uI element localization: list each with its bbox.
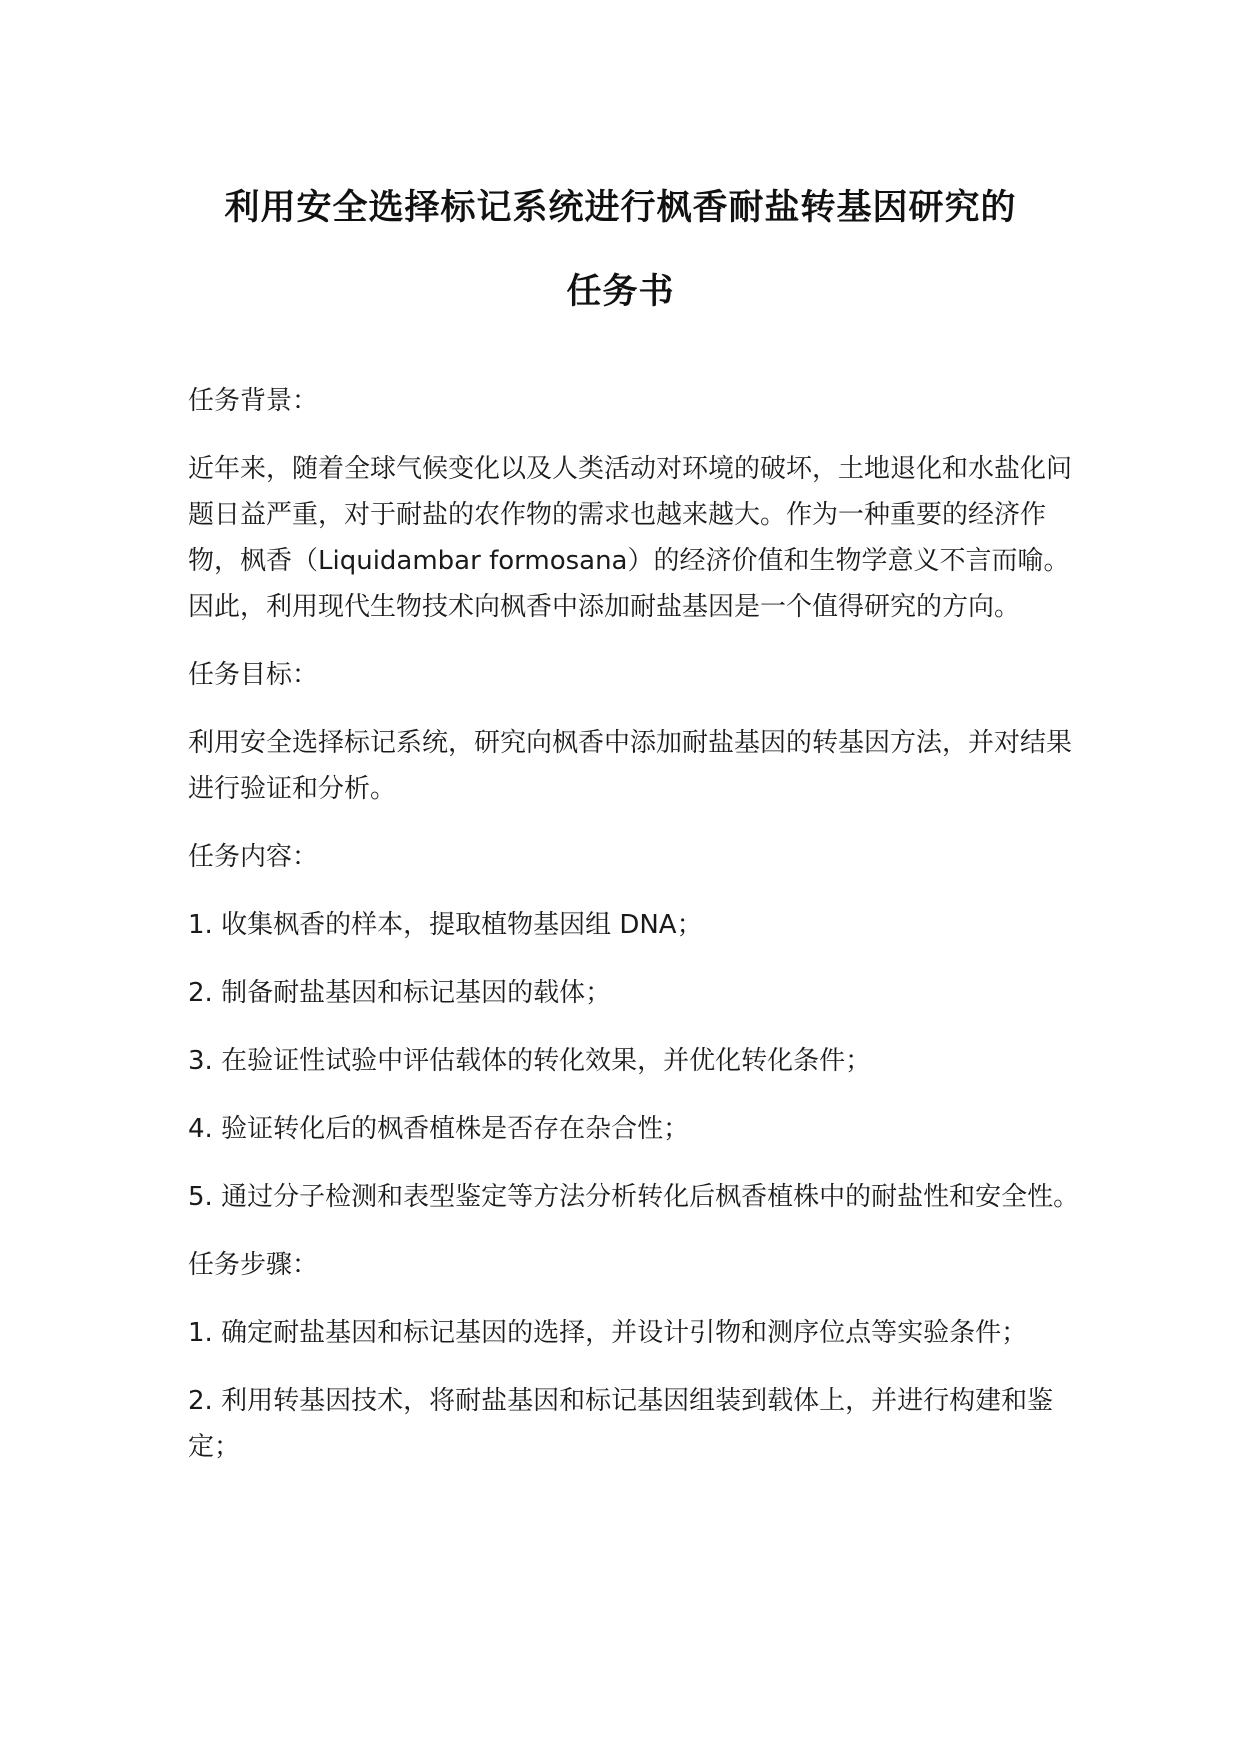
goal-paragraph: 利用安全选择标记系统，研究向枫香中添加耐盐基因的转基因方法，并对结果进行验证和分析。: [188, 728, 1073, 804]
background-heading: 任务背景：: [188, 386, 319, 416]
content-item-4: 4. 验证转化后的枫香植株是否存在杂合性；: [188, 1114, 690, 1144]
goal-heading: 任务目标：: [188, 660, 319, 690]
content-heading: 任务内容：: [188, 842, 319, 872]
content-item-1: 1. 收集枫香的样本，提取植物基因组 DNA；: [188, 910, 703, 940]
steps-item-1: 1. 确定耐盐基因和标记基因的选择，并设计引物和测序位点等实验条件；: [188, 1318, 1028, 1348]
content-item-2: 2. 制备耐盐基因和标记基因的载体；: [188, 978, 612, 1008]
document-body: [188, 378, 1088, 1492]
steps-item-2: 2. 利用转基因技术，将耐盐基因和标记基因组装到载体上，并进行构建和鉴定；: [188, 1386, 1054, 1462]
content-item-3: 3. 在验证性试验中评估载体的转化效果，并优化转化条件；: [188, 1046, 872, 1076]
document-title-line2: 任务书: [566, 272, 675, 312]
background-paragraph: 近年来，随着全球气候变化以及人类活动对环境的破坏，土地退化和水盐化问题日益严重，对于耐盐的农作物的需求也越来越大。作为一种重要的经济作物，枫香（Liquidambar formosana）的经济价值和生物学意义不言而喻。因此，利用现代生物技术向枫香中添加耐盐基因是一个值得研究的方向。: [188, 454, 1073, 622]
content-item-5: 5. 通过分子检测和表型鉴定等方法分析转化后枫香植株中的耐盐性和安全性。: [188, 1182, 1080, 1212]
document-title-line1: 利用安全选择标记系统进行枫香耐盐转基因研究的: [224, 188, 1017, 228]
steps-heading: 任务步骤：: [188, 1250, 319, 1280]
